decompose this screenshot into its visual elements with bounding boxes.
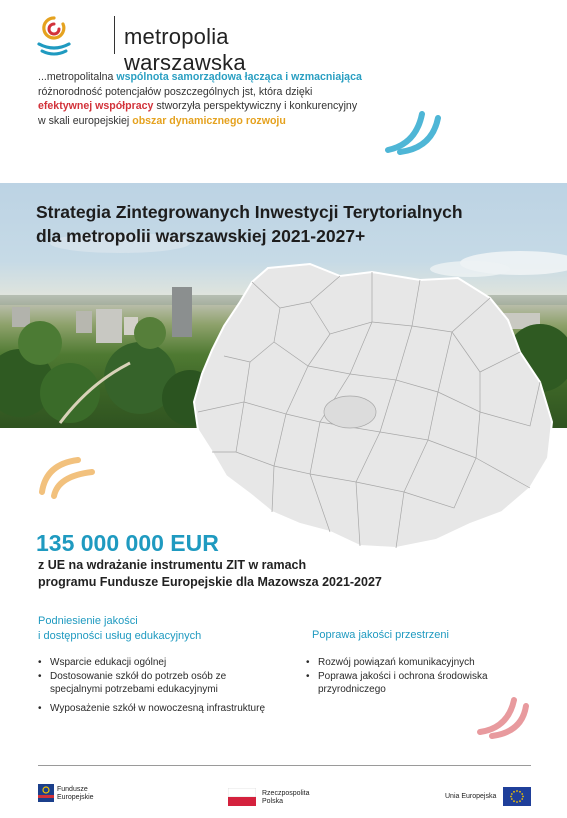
eu-flag-icon [503, 787, 531, 806]
education-list [38, 656, 278, 716]
pink-wave-icon [474, 688, 532, 740]
metropolia-logo-icon [36, 14, 72, 56]
column-title-space [312, 628, 449, 643]
footer-divider [38, 765, 531, 766]
intro-paragraph [38, 70, 438, 128]
funding-line1: z UE na wdrażanie instrumentu ZIT w ramach [38, 558, 307, 572]
intro-highlight-red: efektywnej współpracy [38, 100, 154, 112]
rp-label-line1: Rzeczpospolita [262, 790, 310, 797]
orange-wave-icon [36, 452, 102, 500]
fe-label-line2: Europejskie [57, 794, 94, 801]
logo-divider [114, 16, 115, 54]
rp-label-line2: Polska [262, 798, 284, 805]
strategy-title [36, 200, 463, 248]
list-item: • Dostosowanie szkół do potrzeb osób ze specjalnymi potrzebami edukacyjnymi [38, 670, 238, 696]
intro-text: ...metropolitalna [38, 71, 117, 83]
column-title-line: i dostępności usług edukacyjnych [38, 629, 202, 642]
fe-label [57, 786, 94, 802]
metropolis-map [190, 262, 555, 552]
intro-highlight-blue: wspólnota samorządowa łącząca i wzmacniająca [116, 71, 362, 83]
column-title-education [38, 614, 201, 643]
column-title-line: Podniesienie jakości [38, 615, 138, 627]
list-item: • Wyposażenie szkół w nowoczesną infrastrukturę [38, 702, 278, 715]
logo-text: metropolia warszawska [124, 24, 246, 75]
funding-line2: programu Fundusze Europejskie dla Mazowsza 2021-2027 [38, 575, 382, 589]
intro-highlight-orange: obszar dynamicznego rozwoju [132, 114, 286, 127]
polish-flag-icon [228, 788, 256, 806]
list-item: • Poprawa jakości i ochrona środowiska przyrodniczego [306, 670, 506, 696]
funding-description [38, 557, 382, 591]
intro-text: w skali europejskiej [38, 114, 133, 127]
warsaw-center-area [324, 396, 376, 428]
fe-logo-icon [38, 784, 54, 802]
strategy-title-line1: Strategia Zintegrowanych Inwestycji Terytorialnych [36, 202, 463, 222]
list-item: • Wsparcie edukacji ogólnej [38, 656, 278, 669]
fe-label-line1: Fundusze [57, 786, 88, 793]
metropolia-logo [36, 14, 336, 75]
list-item: • Rozwój powiązań komunikacyjnych [306, 656, 506, 669]
column-title-line: Poprawa jakości przestrzeni [312, 629, 449, 641]
strategy-title-line2: dla metropolii warszawskiej 2021-2027+ [36, 226, 366, 246]
rp-label [262, 790, 309, 806]
eu-label: Unia Europejska [445, 793, 497, 800]
funding-amount: 135 000 000 EUR [36, 530, 219, 556]
intro-text: stworzyła perspektywiczny i konkurencyjny [153, 100, 358, 112]
intro-text: różnorodność potencjałów poszczególnych jst, która dzięki [38, 85, 313, 98]
blue-wave-icon [382, 104, 444, 156]
